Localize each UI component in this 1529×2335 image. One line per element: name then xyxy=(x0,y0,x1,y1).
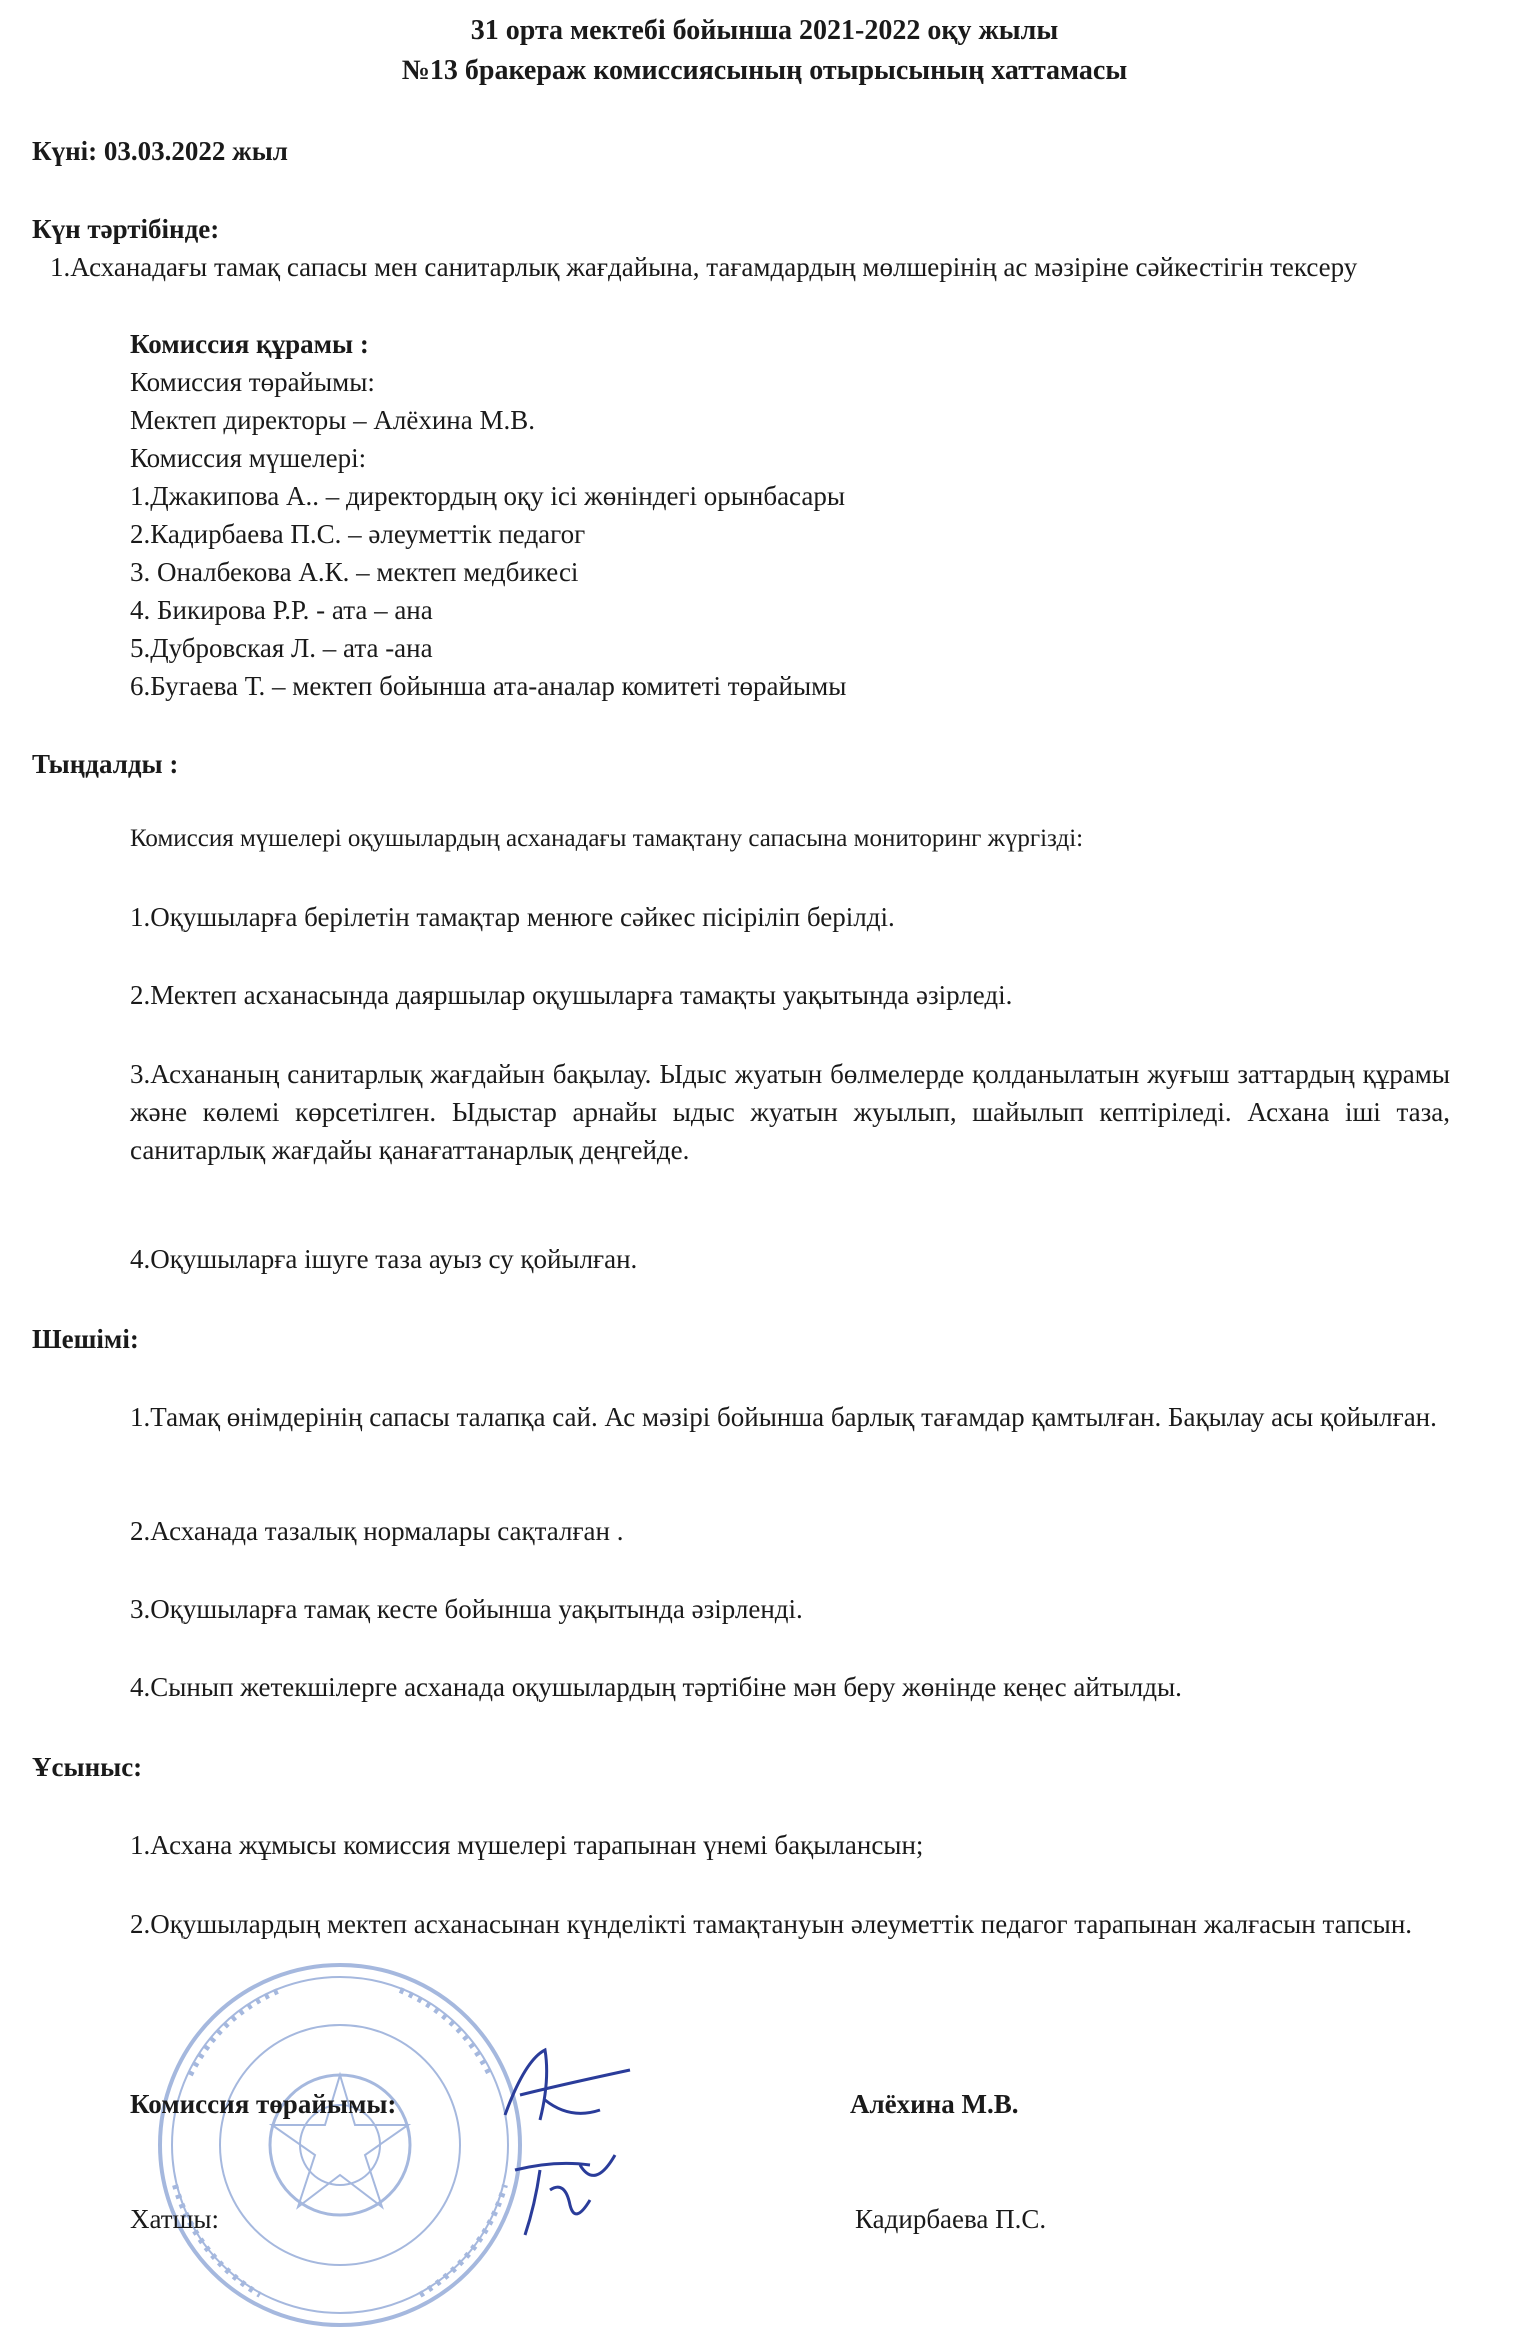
agenda-heading: Күн тәртібінде: xyxy=(32,214,220,244)
heard-item: 1.Оқушыларға берілетін тамақтар менюге сәйкес пісіріліп берілді. xyxy=(130,902,895,932)
commission-chair-label: Комиссия төрайымы: xyxy=(130,367,375,397)
commission-member: 4. Бикирова Р.Р. - ата – ана xyxy=(130,595,433,625)
decision-item: 1.Тамақ өнімдерінің сапасы талапқа сай. Ас мәзірі бойынша барлық тағамдар қамтылған. Бақылау асы қойылған. xyxy=(130,1402,1437,1432)
proposal-item: 1.Асхана жұмысы комиссия мүшелері тарапынан үнемі бақылансын; xyxy=(130,1830,924,1860)
decision-item: 4.Сынып жетекшілерге асханада оқушылардың тәртібіне мән беру жөнінде кеңес айтылды. xyxy=(130,1672,1182,1702)
commission-member: 1.Джакипова А.. – директордың оқу ісі жөніндегі орынбасары xyxy=(130,481,845,511)
commission-chair: Мектеп директоры – Алёхина М.В. xyxy=(130,405,535,435)
agenda-item: 1.Асханадағы тамақ сапасы мен санитарлық жағдайына, тағамдардың мөлшерінің ас мәзіріне сәйкестігін тексеру xyxy=(50,252,1358,282)
heard-item: 2.Мектеп асханасында даяршылар оқушыларға тамақты уақытында әзірледі. xyxy=(130,980,1013,1010)
signature-secretary-name: Кадирбаева П.С. xyxy=(855,2204,1047,2234)
proposal-item: 2.Оқушылардың мектеп асханасынан күнделікті тамақтануын әлеуметтік педагог тарапынан жалғасын тапсын. xyxy=(130,1909,1413,1939)
commission-member: 2.Кадирбаева П.С. – әлеуметтік педагог xyxy=(130,519,586,549)
commission-member: 3. Оналбекова А.К. – мектеп медбикесі xyxy=(130,557,579,587)
heard-item: 4.Оқушыларға ішуге таза ауыз су қойылған. xyxy=(130,1244,638,1274)
signature-secretary-label: Хатшы: xyxy=(130,2204,220,2234)
commission-member: 6.Бугаева Т. – мектеп бойынша ата-аналар комитеті төрайымы xyxy=(130,671,847,701)
heard-intro: Комиссия мүшелері оқушылардың асханадағы тамақтану сапасына мониторинг жүргізді: xyxy=(130,825,1084,852)
decision-heading: Шешімі: xyxy=(32,1324,139,1354)
chair-signature-icon xyxy=(490,2040,640,2130)
document-title-line2: №13 бракераж комиссиясының отырысының хаттамасы xyxy=(401,55,1128,86)
signature-chair-name: Алёхина М.В. xyxy=(850,2089,1019,2119)
commission-members-label: Комиссия мүшелері: xyxy=(130,443,367,473)
proposal-heading: Ұсыныс: xyxy=(32,1752,143,1782)
secretary-signature-icon xyxy=(495,2150,635,2240)
official-stamp-icon xyxy=(150,1955,530,2335)
decision-item: 2.Асханада тазалық нормалары сақталған . xyxy=(130,1516,624,1546)
meeting-date: Күні: 03.03.2022 жыл xyxy=(32,136,288,166)
commission-member: 5.Дубровская Л. – ата -ана xyxy=(130,633,433,663)
decision-item: 3.Оқушыларға тамақ кесте бойынша уақытында әзірленді. xyxy=(130,1594,803,1624)
commission-heading: Комиссия құрамы : xyxy=(130,329,369,359)
signature-chair-label: Комиссия төрайымы: xyxy=(130,2089,397,2119)
document-title-line1: 31 орта мектебі бойынша 2021-2022 оқу жылы xyxy=(470,15,1059,46)
heard-item: 3.Асхананың санитарлық жағдайын бақылау. Ыдыс жуатын бөлмелерде қолданылатын жуғыш заттардың құрамы және көлемі көрсетілген. Ыдыстар арнайы ыдыс жуатын жуылып, шайылып кептіріледі. Асхана іші таза, санитарлық жағдайы қанағаттанарлық деңгейде. xyxy=(130,1059,1450,1165)
heard-heading: Тыңдалды : xyxy=(32,749,179,779)
